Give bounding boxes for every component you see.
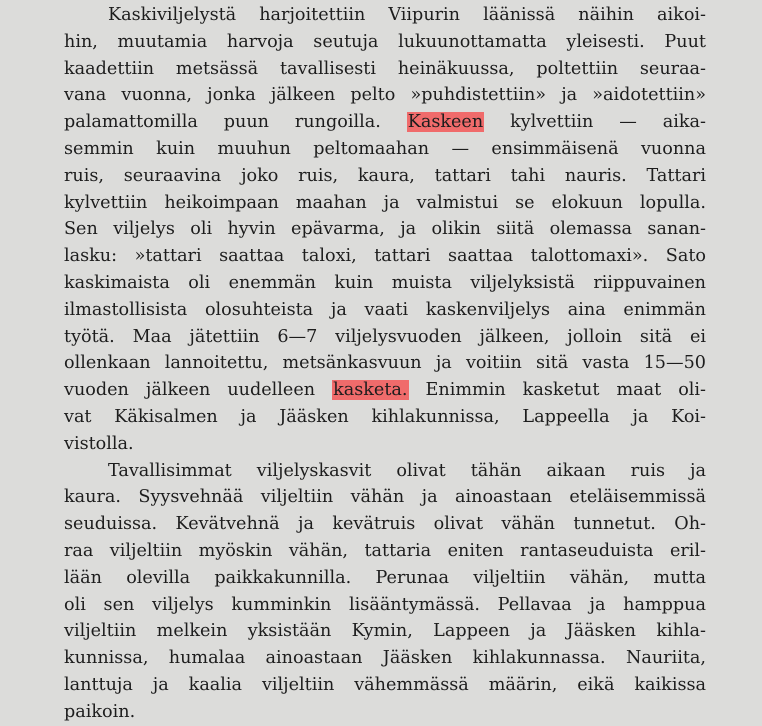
highlighted-word: Kaskeen [407,112,484,133]
text-line: oli sen viljelys kumminkin lisääntymässä. Pellavaa ja hamppua [64,594,706,615]
text-line: viljeltiin melkein yksistään Kymin, Lappeen ja Jääsken kihla- [64,621,706,642]
line-text-after: Enimmin kasketut maat oli- [408,380,706,401]
text-line: paikoin. [64,701,136,722]
text-line: kunnissa, humalaa ainoastaan Jääsken kihlakunnassa. Nauriita, [64,648,706,669]
text-line: lanttuja ja kaalia viljeltiin vähemmässä määrin, eikä kaikissa [64,674,706,695]
paragraph-slash-and-burn [64,2,706,458]
text-line: seuduissa. Kevätvehnä ja kevätruis olivat vähän tunnetut. Oh- [64,514,706,535]
text-line: ruis, seuraavina joko ruis, kaura, tattari tahi nauris. Tattari [64,165,706,186]
text-line: kylvettiin heikoimpaan maahan ja valmistui se elokuun lopulla. [64,192,706,213]
text-line: ilmastollisista olosuhteista ja vaati kaskenviljelys aina enimmän [64,299,706,320]
text-line: hin, muutamia harvoja seutuja lukuunottamatta yleisesti. Puut [64,31,706,52]
line-text-before: palamattomilla puun rungoilla. [64,112,407,133]
text-line: kaura. Syysvehnää viljeltiin vähän ja ainoastaan eteläisemmissä [64,487,706,508]
text-line: raa viljeltiin myöskin vähän, tattaria eniten rantaseuduista eril- [64,540,706,561]
paragraph-crops [64,458,706,726]
text-line-highlighted [64,109,706,136]
highlighted-word: kasketa. [333,380,408,401]
text-line: ollenkaan lannoitettu, metsänkasvuun ja voitiin sitä vasta 15—50 [64,353,706,374]
text-line: vana vuonna, jonka jälkeen pelto »puhdistettiin» ja »aidotettiin» [64,85,706,106]
text-line: vat Käkisalmen ja Jääsken kihlakunnissa, Lappeella ja Koi- [64,406,706,427]
text-line: työtä. Maa jätettiin 6—7 viljelysvuoden jälkeen, jolloin sitä ei [64,326,706,347]
text-line: Tavallisimmat viljelyskasvit olivat tähän aikaan ruis ja [108,460,706,481]
line-text-before: vuoden jälkeen uudelleen [64,380,333,401]
text-line: vistolla. [64,433,134,454]
line-text-after: kylvettiin — aika- [484,112,706,133]
text-line: kaadettiin metsässä tavallisesti heinäkuussa, poltettiin seuraa- [64,58,706,79]
text-line: semmin kuin muuhun peltomaahan — ensimmäisenä vuonna [64,138,706,159]
text-line: Sen viljelys oli hyvin epävarma, ja olikin siitä olemassa sanan- [64,219,706,240]
text-line: lasku: »tattari saattaa taloxi, tattari saattaa talottomaxi». Sato [64,246,706,267]
text-line: Kaskiviljelystä harjoitettiin Viipurin läänissä näihin aikoi- [108,5,706,25]
text-line-highlighted [64,377,706,404]
text-line: kaskimaista oli enemmän kuin muista viljelyksistä riippuvainen [64,272,706,293]
text-line: lään olevilla paikkakunnilla. Perunaa viljeltiin vähän, mutta [64,567,706,588]
